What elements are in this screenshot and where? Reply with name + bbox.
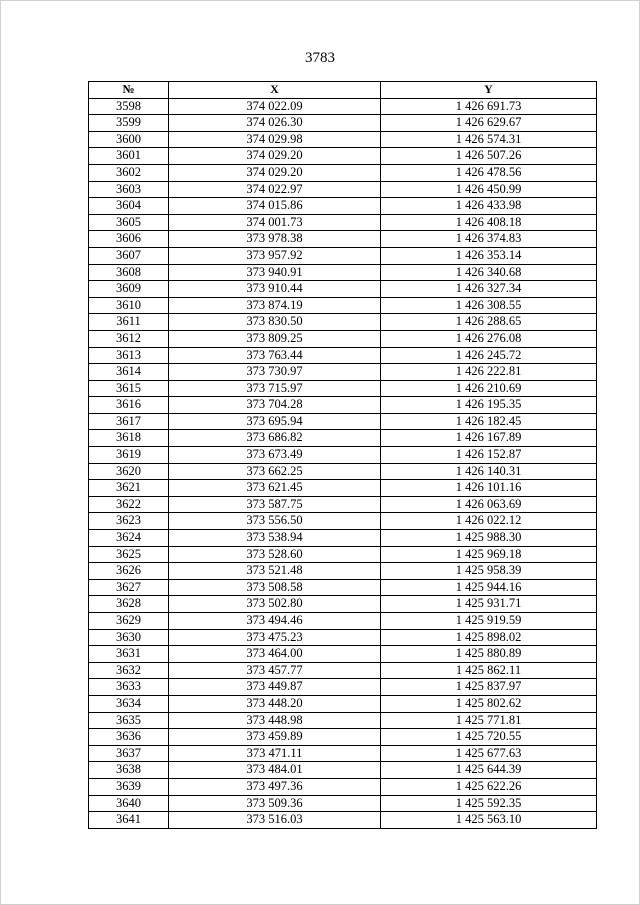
point-number-cell: 3636: [89, 729, 169, 746]
table-row: [89, 231, 597, 248]
table-row: [89, 430, 597, 447]
coordinates-table: [88, 81, 597, 829]
y-coordinate-cell: 1 426 450.99: [381, 181, 597, 198]
y-coordinate-cell: 1 426 167.89: [381, 430, 597, 447]
x-coordinate-cell: 373 521.48: [169, 563, 381, 580]
x-coordinate-cell: 373 763.44: [169, 347, 381, 364]
point-number-cell: 3610: [89, 297, 169, 314]
y-coordinate-cell: 1 426 340.68: [381, 264, 597, 281]
point-number-cell: 3607: [89, 247, 169, 264]
point-number-cell: 3640: [89, 795, 169, 812]
table-row: [89, 513, 597, 530]
point-number-cell: 3623: [89, 513, 169, 530]
point-number-cell: 3627: [89, 579, 169, 596]
x-coordinate-cell: 373 464.00: [169, 646, 381, 663]
point-number-cell: 3628: [89, 596, 169, 613]
x-coordinate-cell: 373 457.77: [169, 662, 381, 679]
table-row: [89, 214, 597, 231]
table-row: [89, 98, 597, 115]
point-number-cell: 3611: [89, 314, 169, 331]
point-number-cell: 3630: [89, 629, 169, 646]
x-coordinate-cell: 373 715.97: [169, 380, 381, 397]
y-coordinate-cell: 1 425 720.55: [381, 729, 597, 746]
y-coordinate-cell: 1 426 478.56: [381, 164, 597, 181]
table-row: [89, 364, 597, 381]
table-row: [89, 131, 597, 148]
y-coordinate-cell: 1 425 644.39: [381, 762, 597, 779]
x-coordinate-cell: 373 516.03: [169, 812, 381, 829]
point-number-cell: 3613: [89, 347, 169, 364]
table-row: [89, 115, 597, 132]
x-coordinate-cell: 373 673.49: [169, 447, 381, 464]
y-coordinate-cell: 1 426 374.83: [381, 231, 597, 248]
table-row: [89, 530, 597, 547]
y-coordinate-cell: 1 426 353.14: [381, 247, 597, 264]
table-row: [89, 164, 597, 181]
y-coordinate-cell: 1 425 958.39: [381, 563, 597, 580]
y-coordinate-cell: 1 426 101.16: [381, 480, 597, 497]
y-coordinate-cell: 1 425 880.89: [381, 646, 597, 663]
table-row: [89, 496, 597, 513]
point-number-cell: 3638: [89, 762, 169, 779]
point-number-cell: 3620: [89, 463, 169, 480]
page-number: 3783: [305, 50, 335, 66]
x-coordinate-cell: 373 730.97: [169, 364, 381, 381]
table-row: [89, 330, 597, 347]
point-number-cell: 3599: [89, 115, 169, 132]
x-coordinate-cell: 373 448.98: [169, 712, 381, 729]
y-coordinate-cell: 1 426 276.08: [381, 330, 597, 347]
table-row: [89, 463, 597, 480]
table-row: [89, 729, 597, 746]
y-coordinate-cell: 1 426 182.45: [381, 413, 597, 430]
table-row: [89, 662, 597, 679]
y-coordinate-cell: 1 426 433.98: [381, 198, 597, 215]
x-coordinate-cell: 373 621.45: [169, 480, 381, 497]
point-number-cell: 3632: [89, 662, 169, 679]
x-coordinate-cell: 373 704.28: [169, 397, 381, 414]
point-number-cell: 3615: [89, 380, 169, 397]
x-coordinate-cell: 374 029.20: [169, 164, 381, 181]
y-coordinate-cell: 1 426 629.67: [381, 115, 597, 132]
point-number-cell: 3637: [89, 745, 169, 762]
point-number-cell: 3602: [89, 164, 169, 181]
point-number-cell: 3612: [89, 330, 169, 347]
point-number-cell: 3614: [89, 364, 169, 381]
y-coordinate-cell: 1 425 592.35: [381, 795, 597, 812]
point-number-cell: 3635: [89, 712, 169, 729]
y-coordinate-cell: 1 425 837.97: [381, 679, 597, 696]
x-coordinate-cell: 373 957.92: [169, 247, 381, 264]
x-coordinate-cell: 373 484.01: [169, 762, 381, 779]
x-coordinate-cell: 373 695.94: [169, 413, 381, 430]
x-coordinate-cell: 374 022.09: [169, 98, 381, 115]
table-row: [89, 347, 597, 364]
table-row: [89, 563, 597, 580]
table-row: [89, 596, 597, 613]
point-number-cell: 3624: [89, 530, 169, 547]
table-row: [89, 812, 597, 829]
x-coordinate-cell: 374 029.20: [169, 148, 381, 165]
x-coordinate-cell: 373 502.80: [169, 596, 381, 613]
table-row: [89, 413, 597, 430]
point-number-cell: 3622: [89, 496, 169, 513]
y-coordinate-cell: 1 425 622.26: [381, 778, 597, 795]
table-row: [89, 613, 597, 630]
point-number-cell: 3605: [89, 214, 169, 231]
table-row: [89, 629, 597, 646]
y-coordinate-cell: 1 425 931.71: [381, 596, 597, 613]
y-coordinate-cell: 1 425 862.11: [381, 662, 597, 679]
table-row: [89, 247, 597, 264]
point-number-cell: 3629: [89, 613, 169, 630]
x-coordinate-cell: 373 508.58: [169, 579, 381, 596]
x-coordinate-cell: 373 494.46: [169, 613, 381, 630]
x-coordinate-cell: 373 874.19: [169, 297, 381, 314]
x-coordinate-cell: 373 587.75: [169, 496, 381, 513]
point-number-cell: 3619: [89, 447, 169, 464]
x-coordinate-cell: 373 509.36: [169, 795, 381, 812]
y-coordinate-cell: 1 425 988.30: [381, 530, 597, 547]
table-row: [89, 762, 597, 779]
point-number-cell: 3609: [89, 281, 169, 298]
y-coordinate-cell: 1 426 140.31: [381, 463, 597, 480]
y-coordinate-cell: 1 426 245.72: [381, 347, 597, 364]
x-coordinate-cell: 373 830.50: [169, 314, 381, 331]
x-coordinate-cell: 373 978.38: [169, 231, 381, 248]
x-coordinate-cell: 373 910.44: [169, 281, 381, 298]
y-coordinate-cell: 1 426 152.87: [381, 447, 597, 464]
point-number-cell: 3601: [89, 148, 169, 165]
point-number-cell: 3626: [89, 563, 169, 580]
y-coordinate-cell: 1 425 563.10: [381, 812, 597, 829]
y-coordinate-cell: 1 426 408.18: [381, 214, 597, 231]
table-row: [89, 198, 597, 215]
x-coordinate-cell: 373 686.82: [169, 430, 381, 447]
point-number-cell: 3634: [89, 695, 169, 712]
table-row: [89, 778, 597, 795]
table-row: [89, 264, 597, 281]
y-coordinate-cell: 1 426 195.35: [381, 397, 597, 414]
x-coordinate-cell: 374 015.86: [169, 198, 381, 215]
x-coordinate-cell: 373 538.94: [169, 530, 381, 547]
table-row: [89, 712, 597, 729]
y-coordinate-cell: 1 426 691.73: [381, 98, 597, 115]
x-coordinate-cell: 373 449.87: [169, 679, 381, 696]
table-row: [89, 148, 597, 165]
y-coordinate-cell: 1 426 063.69: [381, 496, 597, 513]
y-coordinate-cell: 1 426 574.31: [381, 131, 597, 148]
y-coordinate-cell: 1 426 222.81: [381, 364, 597, 381]
y-coordinate-cell: 1 426 327.34: [381, 281, 597, 298]
y-coordinate-cell: 1 425 802.62: [381, 695, 597, 712]
x-coordinate-cell: 373 940.91: [169, 264, 381, 281]
point-number-cell: 3600: [89, 131, 169, 148]
x-coordinate-cell: 373 475.23: [169, 629, 381, 646]
table-row: [89, 297, 597, 314]
point-number-cell: 3621: [89, 480, 169, 497]
x-coordinate-cell: 374 026.30: [169, 115, 381, 132]
point-number-cell: 3598: [89, 98, 169, 115]
y-coordinate-cell: 1 425 969.18: [381, 546, 597, 563]
y-coordinate-cell: 1 426 022.12: [381, 513, 597, 530]
point-number-cell: 3618: [89, 430, 169, 447]
point-number-cell: 3608: [89, 264, 169, 281]
column-header-y: Y: [381, 82, 597, 99]
table-body: [89, 98, 597, 828]
x-coordinate-cell: 374 022.97: [169, 181, 381, 198]
point-number-cell: 3641: [89, 812, 169, 829]
y-coordinate-cell: 1 425 898.02: [381, 629, 597, 646]
table-row: [89, 314, 597, 331]
x-coordinate-cell: 373 809.25: [169, 330, 381, 347]
x-coordinate-cell: 374 029.98: [169, 131, 381, 148]
y-coordinate-cell: 1 425 677.63: [381, 745, 597, 762]
x-coordinate-cell: 374 001.73: [169, 214, 381, 231]
table-row: [89, 646, 597, 663]
x-coordinate-cell: 373 459.89: [169, 729, 381, 746]
y-coordinate-cell: 1 425 771.81: [381, 712, 597, 729]
y-coordinate-cell: 1 425 919.59: [381, 613, 597, 630]
x-coordinate-cell: 373 471.11: [169, 745, 381, 762]
table-row: [89, 281, 597, 298]
column-header-number: №: [89, 82, 169, 99]
x-coordinate-cell: 373 528.60: [169, 546, 381, 563]
table-row: [89, 380, 597, 397]
table-row: [89, 679, 597, 696]
x-coordinate-cell: 373 497.36: [169, 778, 381, 795]
point-number-cell: 3639: [89, 778, 169, 795]
point-number-cell: 3617: [89, 413, 169, 430]
y-coordinate-cell: 1 425 944.16: [381, 579, 597, 596]
y-coordinate-cell: 1 426 288.65: [381, 314, 597, 331]
point-number-cell: 3616: [89, 397, 169, 414]
table-row: [89, 397, 597, 414]
table-row: [89, 695, 597, 712]
table-header-row: [89, 82, 597, 99]
point-number-cell: 3603: [89, 181, 169, 198]
point-number-cell: 3625: [89, 546, 169, 563]
table-row: [89, 480, 597, 497]
x-coordinate-cell: 373 556.50: [169, 513, 381, 530]
table-row: [89, 546, 597, 563]
point-number-cell: 3604: [89, 198, 169, 215]
point-number-cell: 3633: [89, 679, 169, 696]
x-coordinate-cell: 373 662.25: [169, 463, 381, 480]
point-number-cell: 3606: [89, 231, 169, 248]
y-coordinate-cell: 1 426 507.26: [381, 148, 597, 165]
table-row: [89, 579, 597, 596]
table-row: [89, 795, 597, 812]
x-coordinate-cell: 373 448.20: [169, 695, 381, 712]
point-number-cell: 3631: [89, 646, 169, 663]
table-row: [89, 181, 597, 198]
y-coordinate-cell: 1 426 308.55: [381, 297, 597, 314]
table-row: [89, 745, 597, 762]
column-header-x: X: [169, 82, 381, 99]
y-coordinate-cell: 1 426 210.69: [381, 380, 597, 397]
table-row: [89, 447, 597, 464]
